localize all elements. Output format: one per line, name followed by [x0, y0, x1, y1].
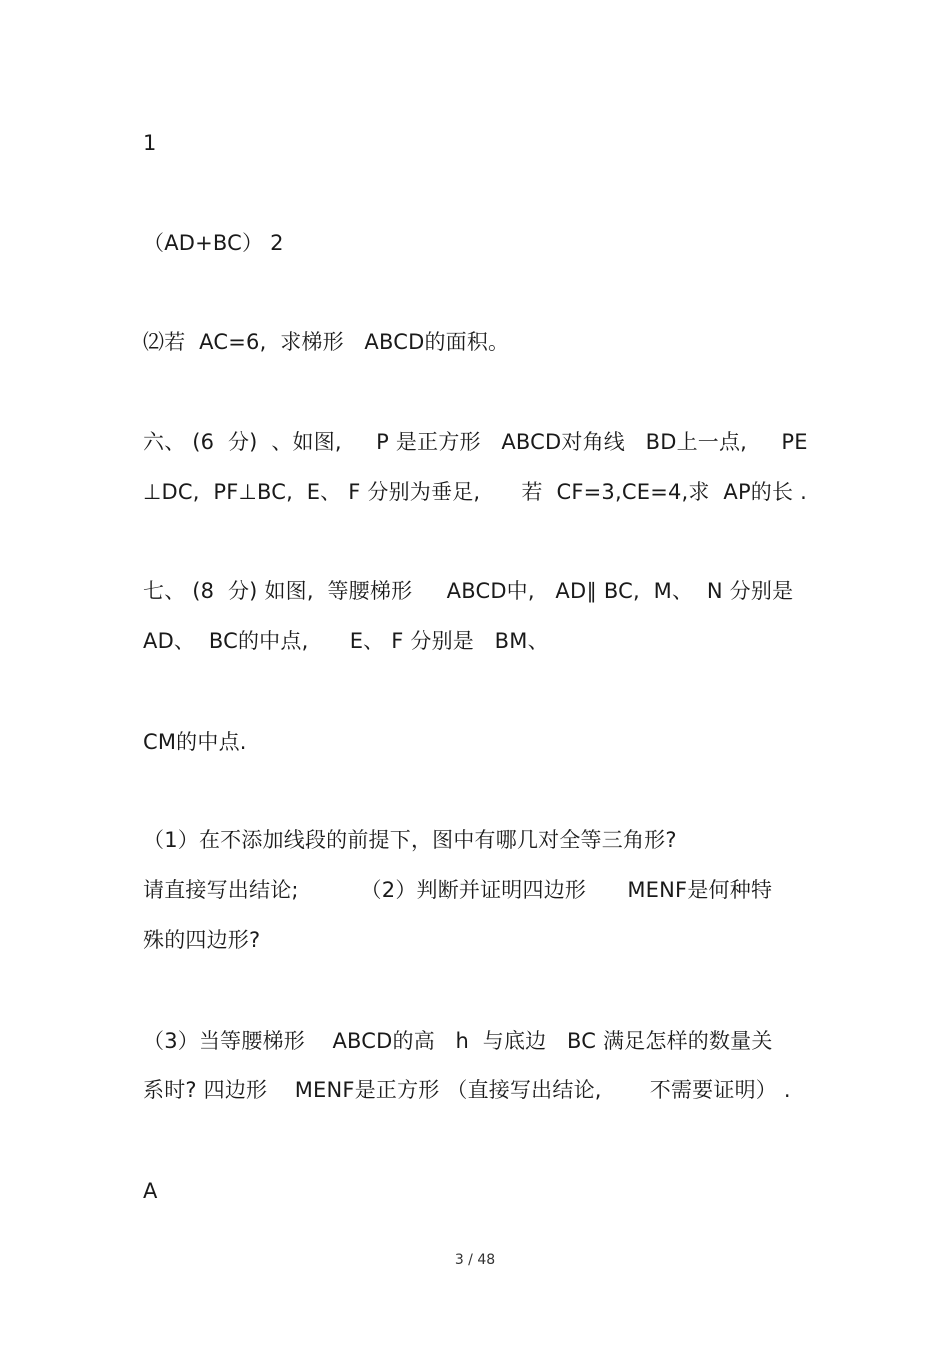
text-line: 请直接写出结论; （2）判断并证明四边形 MENF是何种特 — [143, 878, 773, 902]
text-line: A — [143, 1179, 158, 1203]
text-line: 1 — [143, 131, 157, 155]
text-line: 七、 (8 分) 如图, 等腰梯形 ABCD中, AD∥ BC, M、 N 分别是 — [143, 579, 794, 603]
text-line: CM的中点. — [143, 730, 247, 754]
text-line: （1）在不添加线段的前提下，图中有哪几对全等三角形? — [143, 828, 677, 852]
text-line: （3）当等腰梯形 ABCD的高 h 与底边 BC 满足怎样的数量关 — [143, 1029, 773, 1053]
text-line: AD、 BC的中点, E、 F 分别是 BM、 — [143, 629, 549, 653]
text-line: 殊的四边形? — [143, 928, 261, 952]
page-number: 3 / 48 — [454, 1252, 496, 1268]
text-line: （AD+BC） 2 — [143, 231, 284, 255]
text-line: ⊥DC, PF⊥BC, E、 F 分别为垂足, 若 CF=3,CE=4,求 AP的长 . — [143, 480, 807, 504]
text-line: ⑵若 AC=6, 求梯形 ABCD的面积。 — [143, 330, 510, 354]
text-line: 系时? 四边形 MENF是正方形 （直接写出结论, 不需要证明） . — [143, 1078, 791, 1102]
text-line: 六、 (6 分) 、如图, P 是正方形 ABCD对角线 BD上一点, PE — [143, 430, 808, 454]
